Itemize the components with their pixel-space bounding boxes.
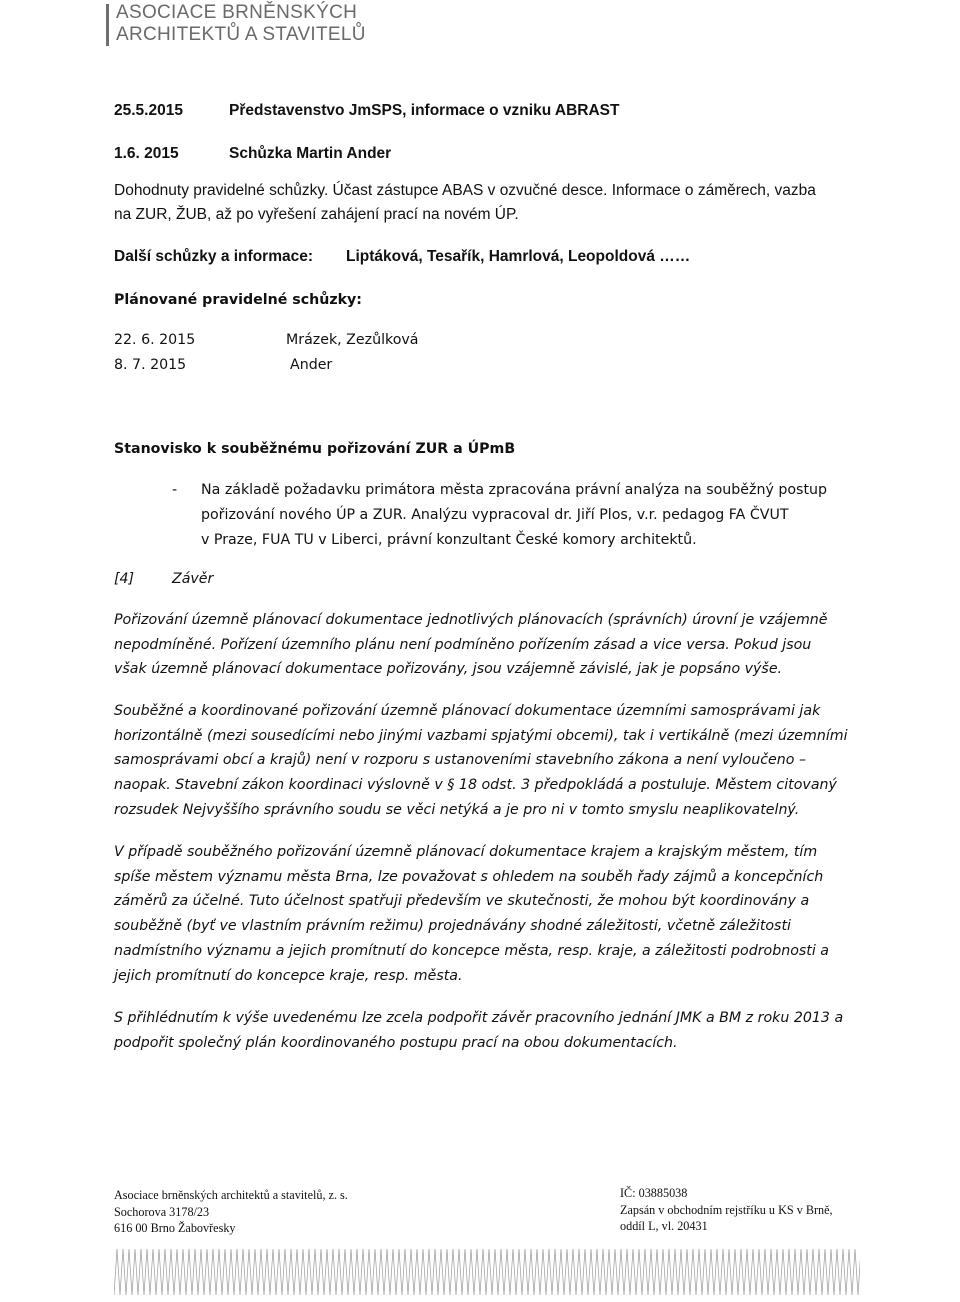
agenda-title-2: Schůzka Martin Ander [229, 145, 392, 162]
paragraph-line: spíše městem významu města Brna, lze považovat s ohledem na souběh řady zájmů a koncepčních [114, 868, 824, 885]
opinion-line-2: pořizování nového ÚP a ZUR. Analýzu vypracoval dr. Jiří Plos, v.r. pedagog FA ČVUT [201, 507, 789, 523]
opinion-heading: Stanovisko k souběžnému pořizování ZUR a ÚPmB [114, 441, 516, 457]
paragraph-line: S přihlédnutím k výše uvedenému lze zcela podpořit závěr pracovního jednání JMK a BM z roku 2013 a [114, 1010, 844, 1026]
footer-org-name: Asociace brněnských architektů a stavitelů, z. s. [114, 1188, 348, 1202]
agenda-date-1: 25.5.2015 [114, 102, 183, 119]
footer-company-id: IČ: 03885038 [620, 1186, 688, 1200]
conclusion-paragraph-3 [114, 840, 854, 988]
meeting-note-line-1: Dohodnuty pravidelné schůzky. Účast zástupce ABAS v ozvučné desce. Informace o záměrech, vazba [114, 182, 816, 199]
paragraph-line: však územně plánovací dokumentace pořizovány, jsou vzájemně závislé, jak je popsáno výše. [114, 661, 783, 678]
planned-meetings-heading: Plánované pravidelné schůzky: [114, 292, 362, 308]
agenda-date-2: 1.6. 2015 [114, 145, 179, 162]
logo-bar [106, 4, 109, 46]
planned-names-1: Mrázek, Zezůlková [286, 332, 419, 348]
agenda-title-1: Představenstvo JmSPS, informace o vzniku ABRAST [229, 102, 620, 119]
decorative-zigzag-band [114, 1249, 860, 1295]
conclusion-paragraph-4 [114, 1006, 854, 1055]
logo-line-2: ARCHITEKTŮ A STAVITELŮ [116, 24, 366, 45]
footer-right [620, 1185, 833, 1235]
paragraph-line: Souběžné a koordinované pořizování územně plánovací dokumentace územními samosprávami jak [114, 703, 821, 719]
logo-line-1: ASOCIACE BRNĚNSKÝCH [116, 2, 358, 23]
paragraph-line: horizontálně (mezi sousedícími nebo jinými vazbami spjatými obcemi), tak i vertikálně (mezi územními [114, 727, 848, 744]
paragraph-line: samosprávami obcí a krajů) není v rozporu s ustanoveními stavebního zákona a není vyloučeno – [114, 752, 807, 769]
paragraph-line: záměrů za účelné. Tuto účelnost spatřuji především ve skutečnosti, že mohou být koordinovány a [114, 893, 810, 910]
paragraph-line: V případě souběžného pořizování územně plánovací dokumentace krajem a krajským městem, tím [114, 844, 818, 860]
paragraph-line: rozsudek Nejvyššího správního soudu se věci netýká a je pro ni v tomto smyslu neaplikovatelný. [114, 801, 800, 818]
footer-registry: Zapsán v obchodním rejstříku u KS v Brně, [620, 1202, 833, 1217]
conclusion-paragraph-1 [114, 608, 854, 682]
meeting-note-line-2: na ZUR, ŽUB, až po vyřešení zahájení prací na novém ÚP. [114, 206, 519, 223]
paragraph-line: nadmístního významu a jejich promítnutí do koncepce města, resp. kraje, a záležitosti podrobnosti a [114, 942, 829, 959]
conclusion-paragraph-2 [114, 699, 854, 823]
paragraph-line: Pořizování územně plánovací dokumentace jednotlivých plánovacích (správních) úrovní je vzájemně [114, 612, 828, 628]
opinion-bullet: - [172, 482, 178, 498]
further-meetings-names: Liptáková, Tesařík, Hamrlová, Leopoldová …… [346, 248, 691, 265]
footer-city: 616 00 Brno Žabovřesky [114, 1221, 236, 1235]
opinion-line-3: v Praze, FUA TU v Liberci, právní konzultant České komory architektů. [201, 532, 697, 548]
conclusion-label: Závěr [172, 571, 214, 587]
paragraph-line: podpořit společný plán koordinovaného postupu prací na obou dokumentacích. [114, 1034, 678, 1051]
paragraph-line: souběžně (byť ve vlastním právním režimu) projednávány shodné záležitosti, včetně záležitosti [114, 918, 791, 935]
further-meetings-label: Další schůzky a informace: [114, 248, 313, 265]
footer-left [114, 1187, 348, 1237]
planned-date-1: 22. 6. 2015 [114, 332, 196, 348]
planned-date-2: 8. 7. 2015 [114, 357, 187, 373]
paragraph-line: jejich promítnutí do koncepce kraje, resp. města. [114, 967, 463, 984]
paragraph-line: nepodmíněné. Pořízení územního plánu není podmíněno pořízením zásad a vice versa. Pokud jsou [114, 636, 812, 653]
footer-street: Sochorova 3178/23 [114, 1204, 210, 1219]
conclusion-number: [4] [114, 571, 135, 587]
opinion-line-1: Na základě požadavku primátora města zpracována právní analýza na souběžný postup [201, 482, 828, 498]
paragraph-line: naopak. Stavební zákon koordinaci výslovně v § 18 odst. 3 předpokládá a postuluje. Městem citovaný [114, 777, 837, 794]
planned-names-2: Ander [290, 357, 333, 373]
footer-registry-section: oddíl L, vl. 20431 [620, 1219, 708, 1233]
